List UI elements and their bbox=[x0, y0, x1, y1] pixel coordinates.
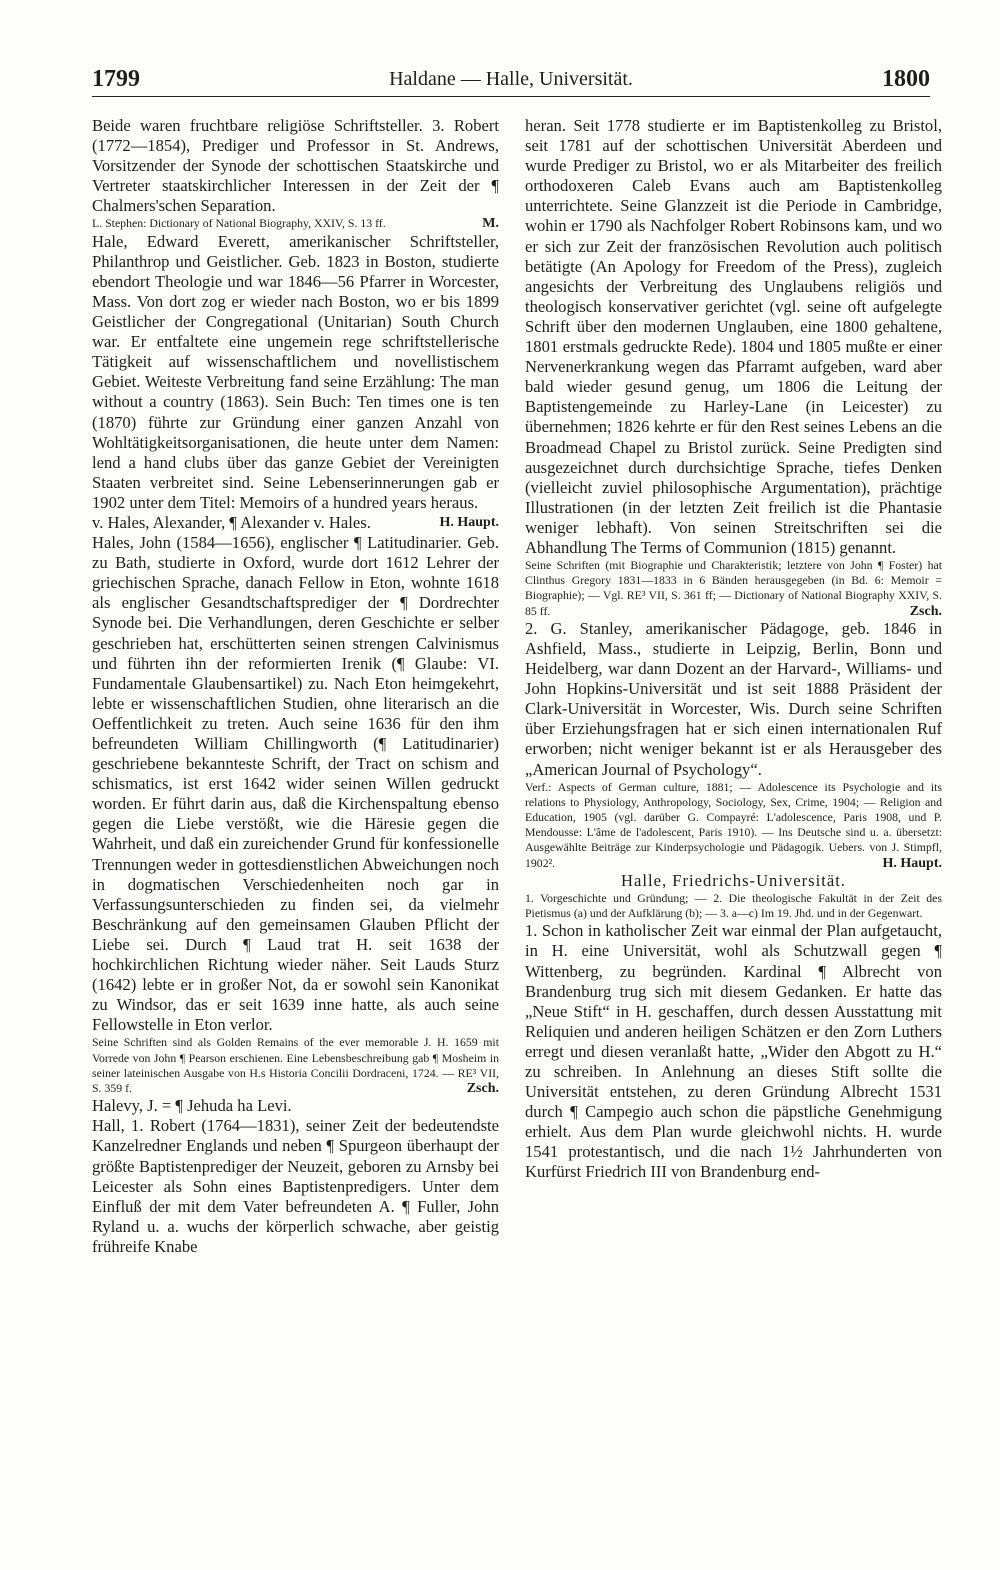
entry-hall: Hall, 1. Robert (1764—1831), seiner Zeit der bedeutendste Kanzelredner Englands und neben ¶ Spurgeon überhaupt der größte Baptistenprediger der Neuzeit, geboren zu Arnsby bei Leicester als Sohn eines Baptistenpredigers. Unter dem Einfluß der mit dem Vater befreundeten A. ¶ Fuller, John Ryland u. a. wuchs der körperlich schwache, aber geistig frühreife Knabe bbox=[92, 1116, 499, 1256]
page-number-left: 1799 bbox=[92, 66, 140, 92]
paragraph: Beide waren fruchtbare religiöse Schriftsteller. 3. Robert (1772—1854), Prediger und Professor in St. Andrews, Vorsitzender der Synode der schottischen Staatskirche und Vertreter staatskirchlicher Interessen in der Zeit der ¶ Chalmers'schen Separation. bbox=[92, 116, 499, 216]
entry-text: Hale, Edward Everett, amerikanischer Schriftsteller, Philanthrop und Geistlicher. Geb. 1823 in Boston, studierte ebendort Theologie und war 1846—56 Pfarrer in Worcester, Mass. Von dort zog er wieder nach Boston, wo er bis 1899 Geistlicher der Congregational (Unitarian) South Church war. Er entfaltete eine ungemein rege schriftstellerische Tätigkeit auf wissenschaftlichem und novellistischem Gebiet. Weiteste Verbreitung fand seine Erzählung: The man without a country (1863). Sein Buch: Ten times one is ten (1870) führte zur Gründung einer ganzen Anzahl von Wohltätigkeitsorganisationen, die heute unter dem Namen: lend a hand clubs über das ganze Gebiet der Vereinigten Staaten verbreitet sind. Seine Lebenserinnerungen gab er 1902 unter dem Titel: Memoirs of a hundred years heraus. bbox=[92, 231, 499, 512]
left-column bbox=[92, 116, 499, 1556]
reference-note bbox=[92, 216, 499, 231]
author-signature: Zsch. bbox=[466, 1081, 499, 1097]
paragraph: 1. Schon in katholischer Zeit war einmal der Plan aufgetaucht, in H. eine Universität, wohl als Schutzwall gegen ¶ Wittenberg, zu begründen. Kardinal ¶ Albrecht von Brandenburg trug sich mit diesem Gedanken. Er hatte das „Neue Stift“ in H. geschaffen, durch dessen Ausstattung mit Reliquien und anderen heiligen Schätzen er den Zorn Luthers erregt und diesen veranlaßt hatte, „Wider den Abgott zu H.“ zu schreiben. In Anlehnung an dieses Stift sollte die Universität entstehen, zu deren Gründung Albrecht 1531 durch ¶ Campegio auch schon die päpstliche Genehmigung erhielt. Aus dem Plan wurde gleichwohl nichts. H. wurde 1541 protestantisch, und die nach 1½ Jahrhunderten von Kurfürst Friedrich III von Brandenburg end- bbox=[525, 921, 942, 1182]
reference-note bbox=[92, 1035, 499, 1096]
reference-note bbox=[525, 558, 942, 619]
entry-halevy: Halevy, J. = ¶ Jehuda ha Levi. bbox=[92, 1096, 292, 1116]
author-signature: H. Haupt. bbox=[439, 514, 499, 530]
entry-hall-stanley: 2. G. Stanley, amerikanischer Pädagoge, geb. 1846 in Ashfield, Mass., studierte in Leipzig, Berlin, Bonn und Heidelberg, war dann Dozent an der Harvard-, Williams- und John Hopkins-Universität und ist seit 1888 Präsident der Clark-Universität in Worcester, Wis. Durch seine Schriften über Erziehungsfragen hat er sich einen internationalen Ruf erworben; nicht weniger bekannt ist er als Herausgeber des „American Journal of Psychology“. bbox=[525, 618, 942, 779]
author-signature: H. Haupt. bbox=[882, 855, 942, 871]
reference-text: Verf.: Aspects of German culture, 1881; — Adolescence its Psychologie and its relations to Physiology, Anthropology, Sociology, Sex, Crime, 1904; — Religion and Education, 1905 (vgl. darüber G. Compayré: L'adolescence, Paris 1908, und P. Mendousse: L'âme de l'adolescent, Paris 1910). — Ins Deutsche sind u. a. übersetzt: Ausgewählte Beiträge zur Kinderpsychologie und Pädagogik. Uebers. von J. Stimpfl, 1902². bbox=[525, 779, 942, 870]
author-signature: Zsch. bbox=[909, 603, 942, 619]
reference-text: L. Stephen: Dictionary of National Biography, XXIV, S. 13 ff. bbox=[92, 216, 386, 231]
reference-text: Seine Schriften (mit Biographie und Charakteristik; letztere von John ¶ Foster) hat Clinthus Gregory 1831—1833 in 6 Bänden herausgegeben (in Bd. 6: Memoir = Biographie); — Vgl. RE³ VII, S. 361 ff; — Dictionary of National Biography XXIV, S. 85 ff. bbox=[525, 558, 942, 618]
page-number-right: 1800 bbox=[882, 66, 930, 92]
entry-hales-john: Hales, John (1584—1656), englischer ¶ Latitudinarier. Geb. zu Bath, studierte in Oxford, wurde dort 1612 Lehrer der griechischen Sprache, danach Fellow in Eton, wohnte 1618 als englischer Gesandtschaftsprediger der ¶ Dordrechter Synode bei. Die Verhandlungen, deren Geschichte er selber geschrieben hat, erschütterten seinen strengen Calvinismus und führten ihn der reformierten Irenik (¶ Glaube: VI. Fundamentale Glaubensartikel) zu. Nach Eton heimgekehrt, lebte er wissenschaftlichen Studien, ohne literarisch an die Oeffentlichkeit zu treten. Auch seine 1636 für den ihm befreundeten William Chillingworth (¶ Latitudinarier) geschriebene bekannteste Schrift, der Tract on schism and schismatics, ist erst 1642 wider seinen Willen gedruckt worden. Er führt darin aus, daß die Kirchenspaltung ebenso gegen die Liebe verstößt, wie die Häresie gegen die Wahrheit, und daß ein zureichender Grund für konfessionelle Trennungen weder in gottesdienstlichen Abweichungen noch in dogmatischen Verschiedenheiten noch gar in Verfassungsunterschieden zu finden sei, da vielmehr Beschränkung auf den gemeinsamen Glauben Pflicht der Liebe sei. Durch ¶ Laud trat H. seit 1638 der hochkirchlichen Richtung wieder näher. Seit Lauds Sturz (1642) lebte er in großer Not, da er sowohl sein Kanonikat zu Windsor, das er seit 1639 inne hatte, als auch seine Fellowstelle in Eton verlor. bbox=[92, 533, 499, 1035]
section-outline: 1. Vorgeschichte und Gründung; — 2. Die theologische Fakultät in der Zeit des Pietismus (a) und der Aufklärung (b); — 3. a—c) Im 19. Jhd. und in der Gegenwart. bbox=[525, 890, 942, 921]
running-title: Haldane — Halle, Universität. bbox=[389, 68, 633, 90]
reference-note bbox=[525, 780, 942, 871]
page-header bbox=[92, 62, 930, 97]
reference-text: Seine Schriften sind als Golden Remains of the ever memorable J. H. 1659 mit Vorrede von John ¶ Pearson erschienen. Eine Lebensbeschreibung gab ¶ Mosheim in seiner lateinischen Ausgabe von H.s Historia Concilii Dordraceni, 1724. — RE³ VII, S. 359 f. bbox=[92, 1035, 499, 1096]
author-signature: M. bbox=[482, 216, 499, 232]
entry-halle-heading: Halle, Friedrichs-Universität. bbox=[621, 870, 846, 890]
entry-hales-alexander: v. Hales, Alexander, ¶ Alexander v. Hales. bbox=[92, 512, 371, 532]
right-column bbox=[525, 116, 942, 1556]
paragraph: heran. Seit 1778 studierte er im Baptistenkolleg zu Bristol, seit 1781 auf der schottischen Universität Aberdeen und wurde Prediger zu Bristol, wo er als Mitarbeiter des freilich orthodoxeren Caleb Evans auch am Baptistenkolleg unterrichtete. Seine Glanzzeit ist die Periode in Cambridge, wohin er 1790 als Nachfolger Robert Robinsons kam, und wo er sich zur Zeit der französischen Revolution auch politisch betätigte (An Apology for Freedom of the Press), zugleich angesichts der Verbreitung des Unglaubens religiös und theologisch konservativer gerichtet (vgl. seine oft aufgelegte Schrift über den modernen Unglauben, eine 1800 gehaltene, 1801 erstmals gedruckte Rede). 1804 und 1805 mußte er einer Nervenerkrankung wegen das Pfarramt aufgeben, ward aber bald wieder gesund genug, um 1806 die Leitung der Baptistengemeinde zu Harley-Lane (in Leicester) zu übernehmen; 1826 kehrte er für den Rest seines Lebens an die Broadmead Chapel zu Bristol zurück. Seine Predigten sind ausgezeichnet durch durchsichtige Sprache, tiefes Denken (vielleicht zuviel philosophische Argumentation), prächtige Illustrationen (in der letzten Zeit freilich ist die Phantasie weniger lebhaft). Von seinen Streitschriften sei die Abhandlung The Terms of Communion (1815) genannt. bbox=[525, 116, 942, 557]
